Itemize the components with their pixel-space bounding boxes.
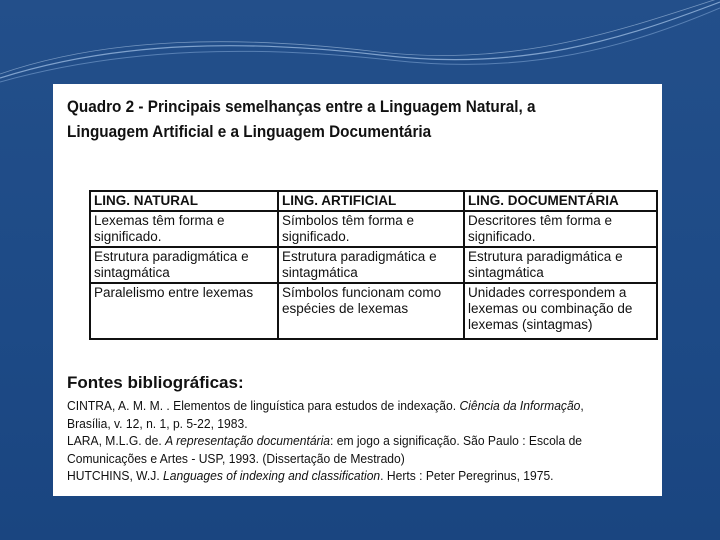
- sources-heading: Fontes bibliográficas:: [67, 373, 244, 392]
- table-cell: Símbolos têm forma e significado.: [278, 211, 464, 247]
- header-ling-documentaria: LING. DOCUMENTÁRIA: [464, 191, 657, 211]
- reference-item: [67, 467, 616, 485]
- table-cell: Unidades correspondem a lexemas ou combinação de lexemas (sintagmas): [464, 283, 657, 339]
- table-cell: Lexemas têm forma e significado.: [90, 211, 278, 247]
- reference-text: . Herts : Peter Peregrinus, 1975.: [380, 468, 554, 483]
- comparison-table: [89, 190, 658, 340]
- table-cell: Descritores têm forma e significado.: [464, 211, 657, 247]
- reference-text: : em jogo a significação. São Paulo : Escola de Comunicações e Artes - USP, 1993. (Dissertação de Mestrado): [67, 433, 583, 466]
- table-cell: Estrutura paradigmática e sintagmática: [278, 247, 464, 283]
- reference-text: , Brasília, v. 12, n. 1, p. 5-22, 1983.: [67, 398, 584, 431]
- scanned-document: [53, 84, 662, 496]
- table-cell: Paralelismo entre lexemas: [90, 283, 278, 339]
- table-cell: Estrutura paradigmática e sintagmática: [90, 247, 278, 283]
- table-row: [90, 247, 657, 283]
- reference-text: HUTCHINS, W.J.: [67, 468, 164, 483]
- table-header-row: [90, 191, 657, 211]
- reference-italic: A representação documentária: [165, 433, 331, 448]
- reference-item: [67, 397, 616, 432]
- title-line-1: Quadro 2 - Principais semelhanças entre a Linguagem Natural, a: [67, 97, 536, 116]
- table-row: [90, 283, 657, 339]
- reference-item: [67, 432, 616, 467]
- table-cell: Símbolos funcionam como espécies de lexemas: [278, 283, 464, 339]
- reference-list: [67, 397, 616, 485]
- header-ling-natural: LING. NATURAL: [90, 191, 278, 211]
- table-cell: Estrutura paradigmática e sintagmática: [464, 247, 657, 283]
- reference-text: LARA, M.L.G. de.: [67, 433, 166, 448]
- header-ling-artificial: LING. ARTIFICIAL: [278, 191, 464, 211]
- document-title: [67, 94, 589, 144]
- title-line-2: Linguagem Artificial e a Linguagem Documentária: [67, 122, 432, 141]
- table-row: [90, 211, 657, 247]
- reference-italic: Ciência da Informação: [459, 398, 581, 413]
- reference-text: CINTRA, A. M. M. . Elementos de linguística para estudos de indexação.: [67, 398, 460, 413]
- reference-italic: Languages of indexing and classification: [163, 468, 381, 483]
